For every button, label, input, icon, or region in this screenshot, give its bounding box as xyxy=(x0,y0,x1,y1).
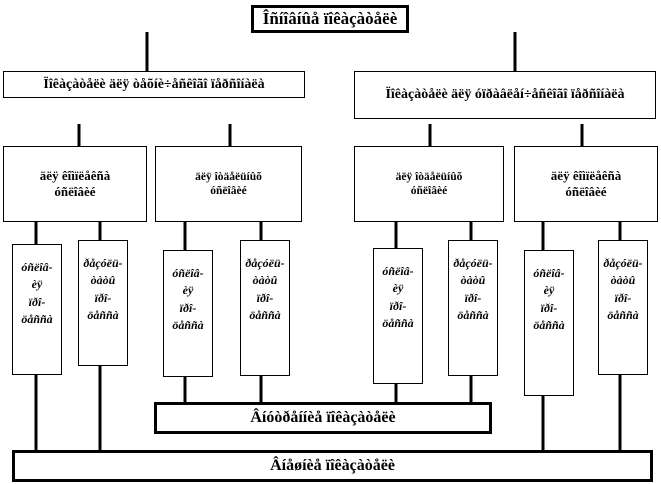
subgroup-separate-technical xyxy=(155,146,302,222)
category-management-label: Ïîêàçàòåëè äëÿ óïðàâëåí÷åñêîãî ïåðñîíàëà xyxy=(385,87,625,103)
leaf-label: óñëîâ- èÿ ïðî- öåññà xyxy=(533,266,565,333)
top-title: Îñíîâíûå ïîêàçàòåëè xyxy=(262,9,398,29)
outer-indicators-box xyxy=(12,450,653,482)
top-title-box xyxy=(251,5,409,33)
leaf-label: óñëîâ- èÿ ïðî- öåññà xyxy=(21,260,53,327)
leaf-label: ðåçóëü- òàòû ïðî- öåññà xyxy=(83,256,123,323)
subgroup-complex-management xyxy=(514,146,658,222)
leaf-conditions xyxy=(524,250,574,396)
subgroup-label: äëÿ êîìïëåêñà óñëîâèé xyxy=(550,167,622,199)
subgroup-separate-management xyxy=(354,146,504,222)
leaf-conditions xyxy=(12,244,62,375)
leaf-label: ðåçóëü- òàòû ïðî- öåññà xyxy=(603,256,643,323)
leaf-conditions xyxy=(373,248,423,384)
category-technical xyxy=(3,71,305,98)
leaf-results xyxy=(598,240,648,375)
subgroup-label: äëÿ îòäåëüíûõ óñëîâèé xyxy=(395,170,463,197)
leaf-label: ðåçóëü- òàòû ïðî- öåññà xyxy=(453,256,493,323)
leaf-label: óñëîâ- èÿ ïðî- öåññà xyxy=(172,266,204,333)
leaf-results xyxy=(78,240,128,366)
category-technical-label: Ïîêàçàòåëè äëÿ òåõíè÷åñêîãî ïåðñîíàëà xyxy=(43,76,265,92)
leaf-results xyxy=(448,240,498,376)
leaf-label: óñëîâ- èÿ ïðî- öåññà xyxy=(382,264,414,331)
inner-indicators-box xyxy=(154,402,492,434)
leaf-conditions xyxy=(163,250,213,377)
category-management xyxy=(354,71,656,119)
inner-indicators-title: Âíóòðåííèå ïîêàçàòåëè xyxy=(250,409,396,426)
subgroup-label: äëÿ êîìïëåêñà óñëîâèé xyxy=(39,167,111,199)
leaf-label: ðåçóëü- òàòû ïðî- öåññà xyxy=(245,256,285,323)
subgroup-label: äëÿ îòäåëüíûõ óñëîâèé xyxy=(195,170,262,197)
leaf-results xyxy=(240,240,290,376)
outer-indicators-title: Âíåøíèå ïîêàçàòåëè xyxy=(270,457,395,474)
subgroup-complex-technical xyxy=(3,146,147,222)
